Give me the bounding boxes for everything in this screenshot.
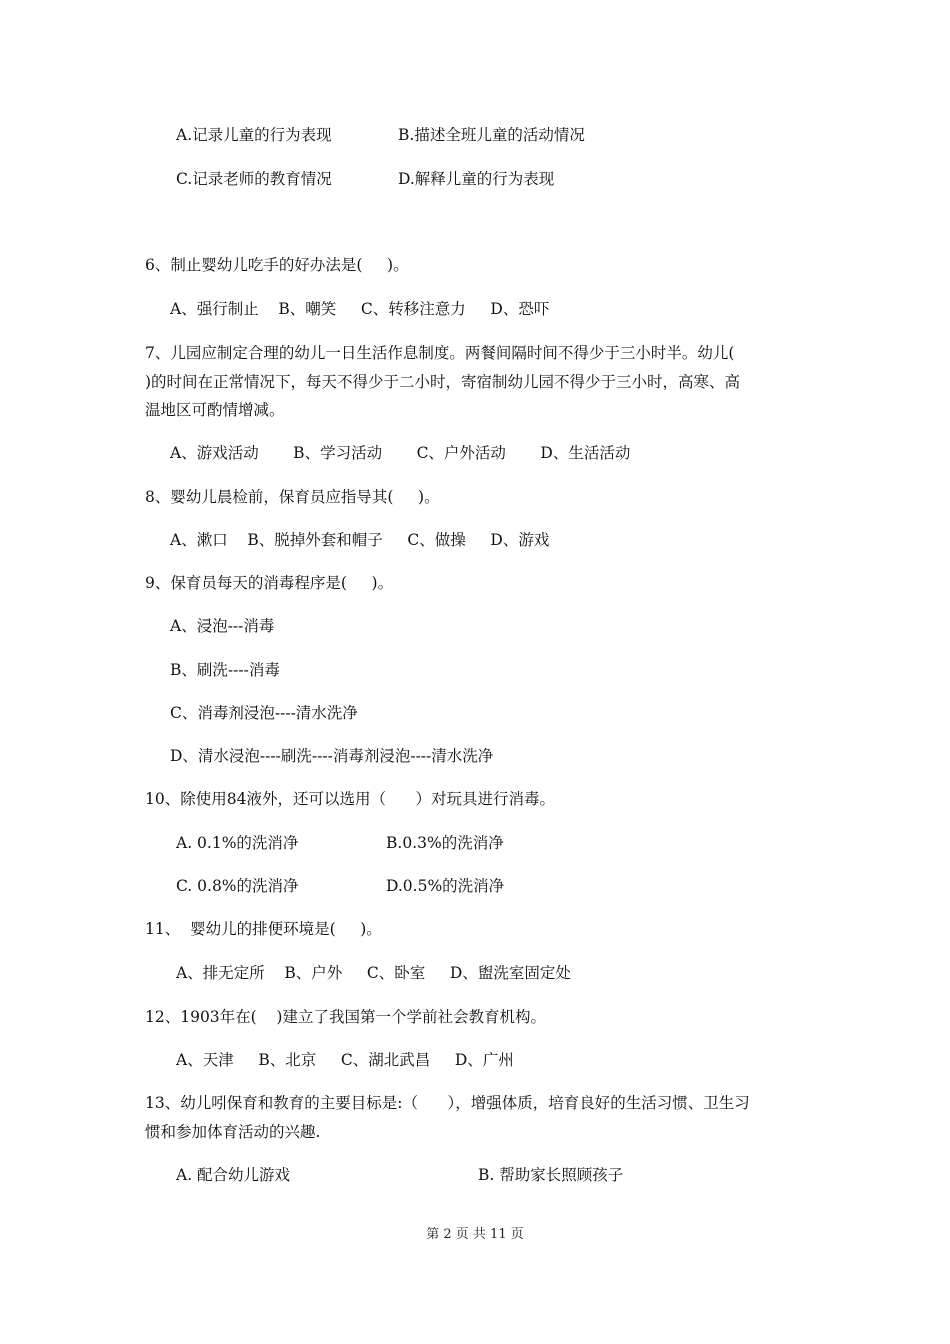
q8-stem: 8、婴幼儿晨检前，保育员应指导其( )。 xyxy=(145,488,440,506)
q9-stem: 9、保育员每天的消毒程序是( )。 xyxy=(145,574,394,592)
page-footer: 第 2 页 共 11 页 xyxy=(426,1227,524,1242)
q6-stem: 6、制止婴幼儿吃手的好办法是( )。 xyxy=(145,256,409,274)
q10-option-c: C. 0.8%的洗消净 xyxy=(176,877,299,895)
q11-stem: 11、 婴幼儿的排便环境是( )。 xyxy=(145,920,382,938)
q10-option-d: D.0.5%的洗消净 xyxy=(386,877,505,895)
q8-options: A、漱口 B、脱掉外套和帽子 C、做操 D、游戏 xyxy=(170,531,550,549)
q12-options: A、天津 B、北京 C、湖北武昌 D、广州 xyxy=(176,1051,514,1069)
q11-options: A、排无定所 B、户外 C、卧室 D、盥洗室固定处 xyxy=(176,964,571,982)
q10-option-a: A. 0.1%的洗消净 xyxy=(176,834,299,852)
q7-stem-line1: 7、儿园应制定合理的幼儿一日生活作息制度。两餐间隔时间不得少于三小时半。幼儿( xyxy=(145,344,735,362)
q10-stem: 10、除使用84液外，还可以选用（ ）对玩具进行消毒。 xyxy=(145,790,556,808)
q7-options: A、游戏活动 B、学习活动 C、户外活动 D、生活活动 xyxy=(170,444,631,462)
q12-stem: 12、1903年在( )建立了我国第一个学前社会教育机构。 xyxy=(145,1008,546,1026)
q13-option-a: A. 配合幼儿游戏 xyxy=(176,1166,291,1184)
q13-option-b: B. 帮助家长照顾孩子 xyxy=(478,1166,624,1184)
q13-stem-line2: 惯和参加体育活动的兴趣. xyxy=(145,1123,321,1141)
q9-option-a: A、浸泡---消毒 xyxy=(170,617,275,635)
q9-option-c: C、消毒剂浸泡----清水洗净 xyxy=(170,704,358,722)
q5-option-a: A.记录儿童的行为表现 xyxy=(176,126,332,144)
q10-option-b: B.0.3%的洗消净 xyxy=(386,834,504,852)
q5-option-b: B.描述全班儿童的活动情况 xyxy=(398,126,585,144)
q6-options: A、强行制止 B、嘲笑 C、转移注意力 D、恐吓 xyxy=(170,300,550,318)
q13-stem-line1: 13、幼儿吲保育和教育的主要目标是:（ ），增强体质，培育良好的生活习惯、卫生习 xyxy=(145,1094,750,1112)
q5-option-c: C.记录老师的教育情况 xyxy=(176,170,332,188)
q7-stem-line2: )的时间在正常情况下，每天不得少于二小时，寄宿制幼儿园不得少于三小时，高寒、高 xyxy=(145,373,741,391)
q9-option-d: D、清水浸泡----刷洗----消毒剂浸泡----清水洗净 xyxy=(170,747,494,765)
q9-option-b: B、刷洗----消毒 xyxy=(170,661,280,679)
q7-stem-line3: 温地区可酌情增减。 xyxy=(145,401,285,419)
q5-option-d: D.解释儿童的行为表现 xyxy=(398,170,555,188)
